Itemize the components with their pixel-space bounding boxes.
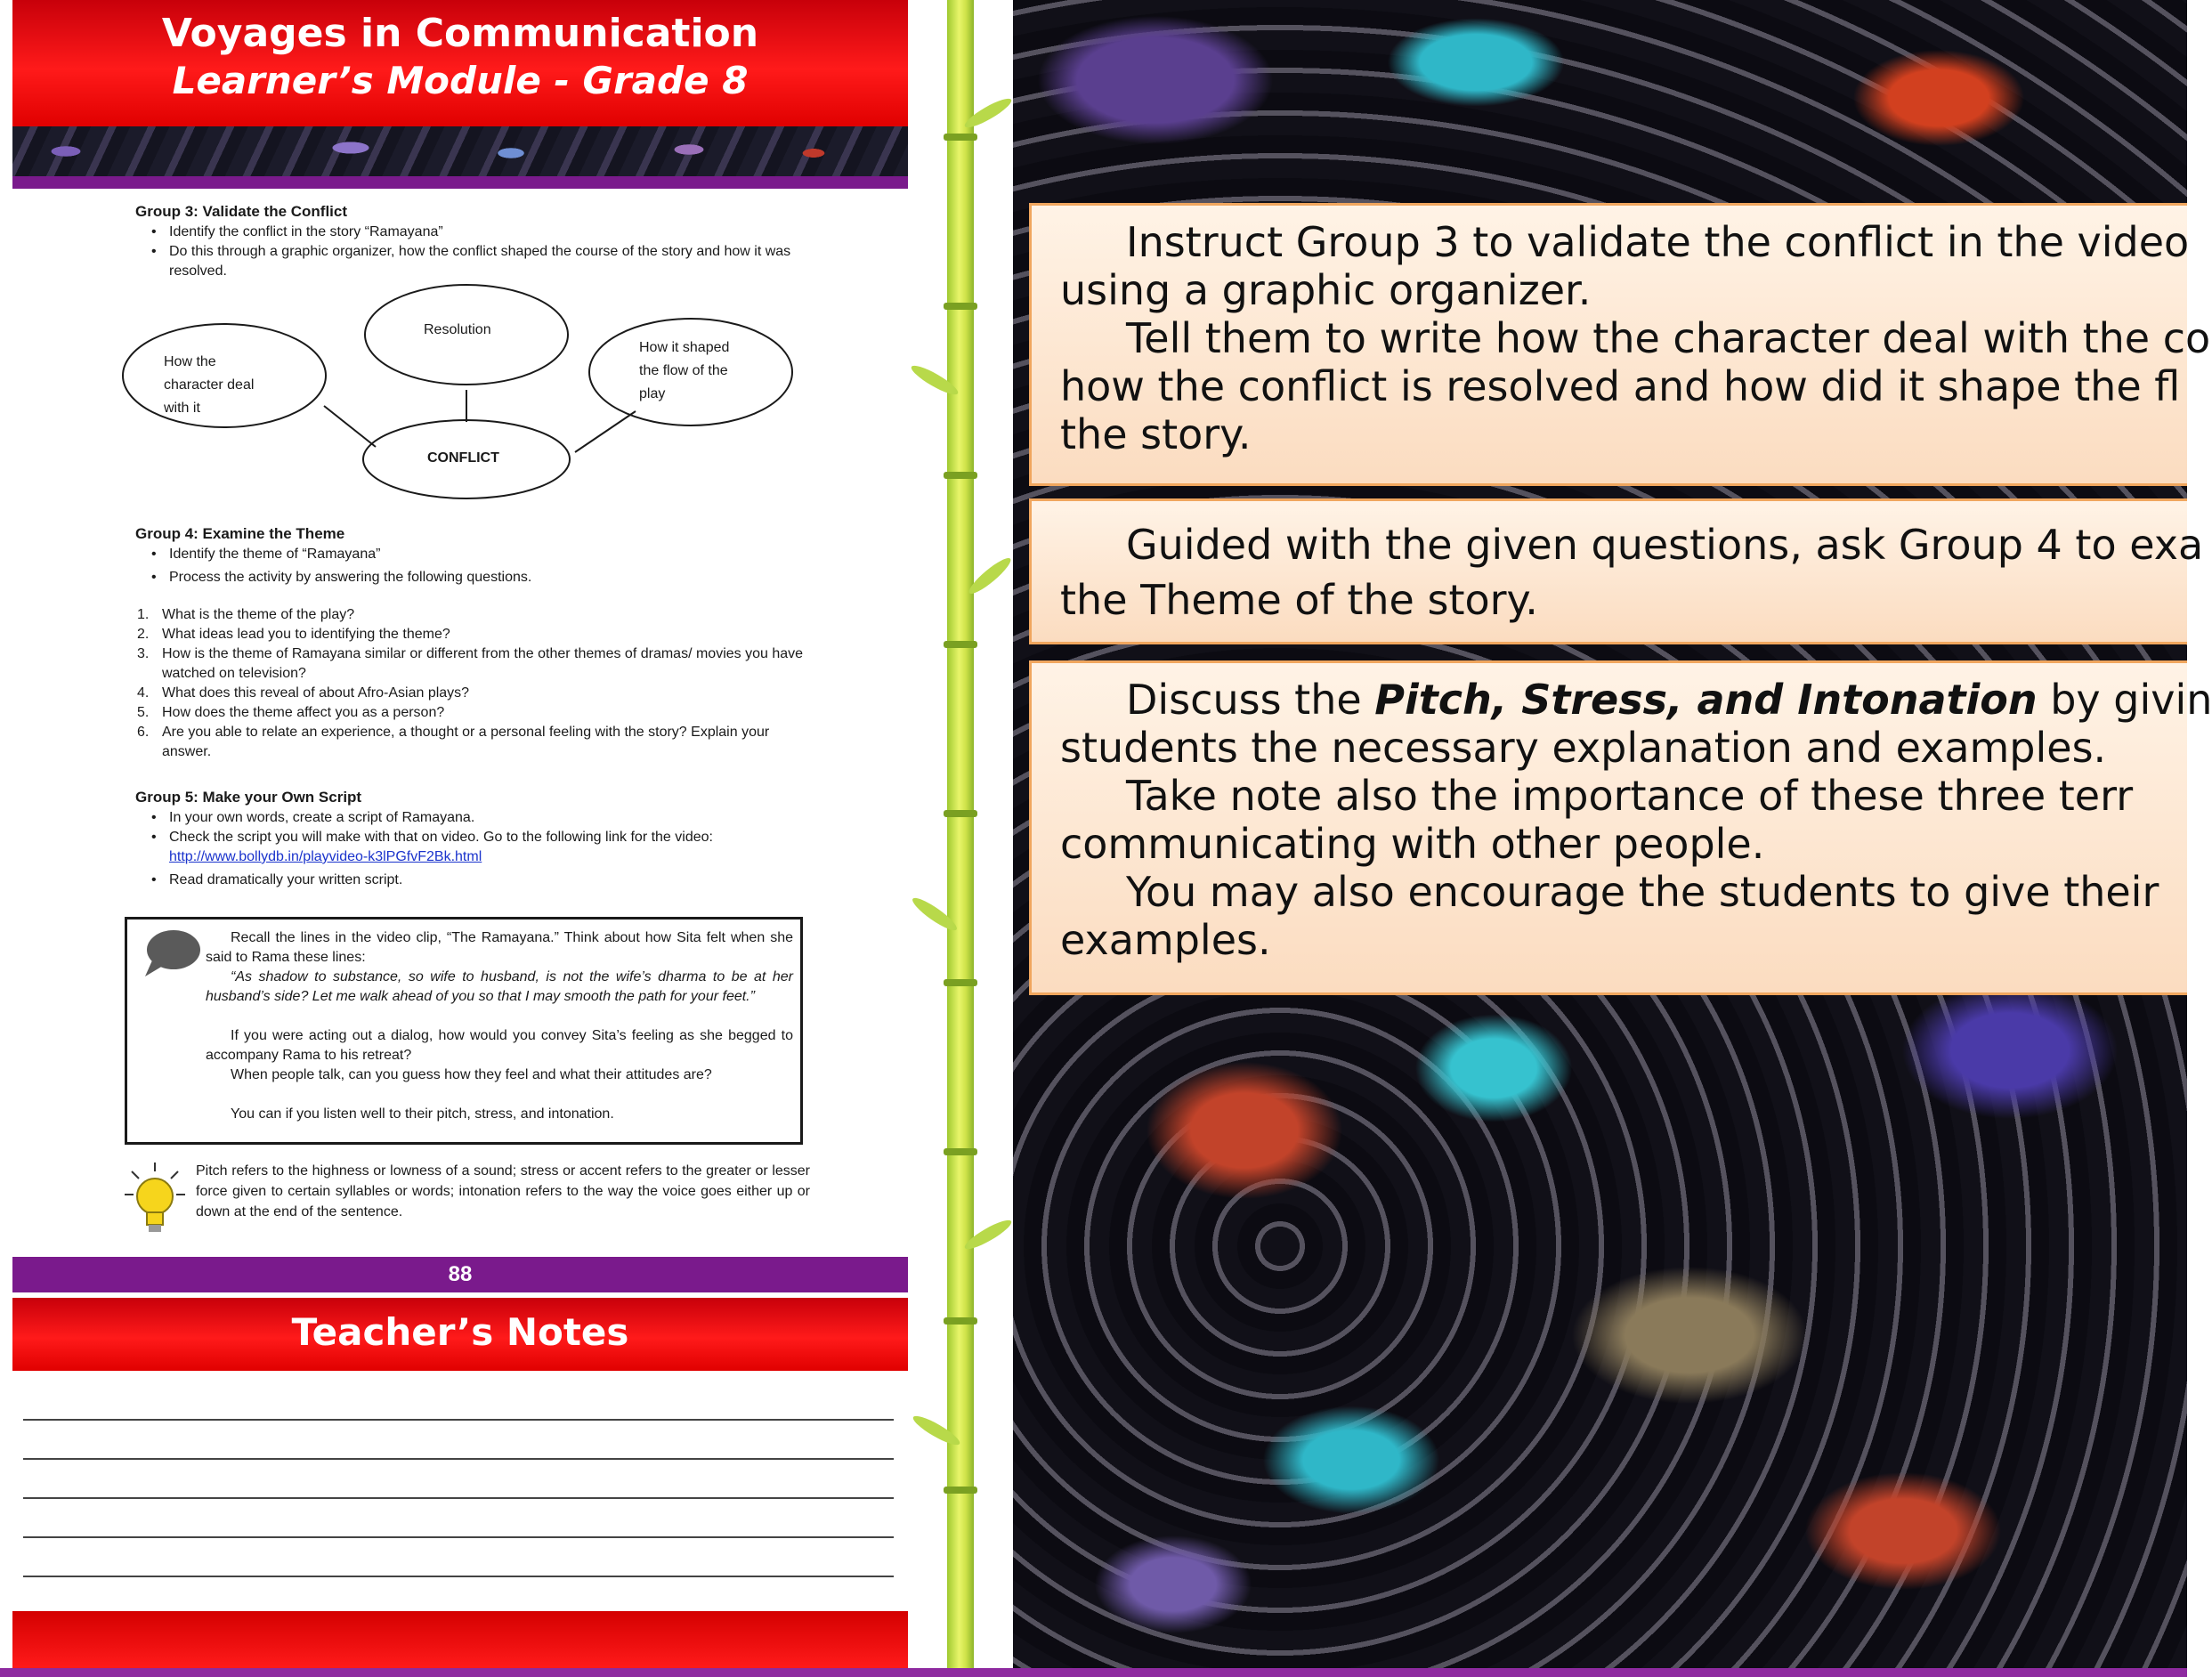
theme-question: 6. Are you able to relate an experience, a thought or a personal feeling with the story? Explain your answer. [137, 725, 770, 759]
notes-line[interactable] [23, 1458, 894, 1460]
batik-decorative-strip [12, 126, 908, 176]
recall-question-2: When people talk, can you guess how they feel and what their attitudes are? [231, 1067, 712, 1082]
theme-question: 4. What does this reveal of about Afro-Asian plays? [137, 685, 470, 701]
learner-module-column [0, 0, 908, 1677]
group3-bullet-2: • Do this through a graphic organizer, how the conflict shaped the course of the story and how it was resolved. [169, 242, 803, 281]
recall-box [125, 917, 803, 1145]
module-header-banner [12, 0, 908, 126]
organizer-label-character-1: How the [164, 354, 216, 369]
footer-red-band [12, 1611, 908, 1668]
speech-bubble-icon [140, 928, 202, 978]
theme-question: 2. What ideas lead you to identifying the theme? [137, 627, 450, 642]
bamboo-node [944, 1487, 977, 1494]
bamboo-node [944, 1148, 977, 1155]
box1-line-2: using a graphic organizer. [1060, 266, 1592, 314]
box1-line-1: Instruct Group 3 to validate the conflict in the video [1126, 218, 2190, 266]
organizer-label-shaped-2: the flow of the [639, 363, 728, 378]
group4-bullet-2: • Process the activity by answering the following questions. [169, 568, 810, 587]
organizer-label-shaped-1: How it shaped [639, 340, 730, 355]
box3-line-1: Discuss the Pitch, Stress, and Intonation by givin [1126, 676, 2212, 724]
box2-line-2: the Theme of the story. [1060, 576, 1538, 624]
recall-answer: You can if you listen well to their pitch, stress, and intonation. [231, 1106, 614, 1122]
box3-line-6: examples. [1060, 916, 1271, 964]
box3-line-5: You may also encourage the students to give their [1126, 868, 2159, 916]
box1-line-4: how the conflict is resolved and how did it shape the fl [1060, 362, 2181, 410]
group4-title: Group 4: Examine the Theme [135, 525, 345, 542]
box1-line-5: the story. [1060, 410, 1252, 458]
bamboo-stalk [947, 0, 974, 1668]
organizer-label-shaped-3: play [639, 386, 666, 401]
bamboo-divider [908, 0, 1013, 1668]
pitch-stress-intonation-note: Pitch refers to the highness or lowness of a sound; stress or accent refers to the greater or lesser force given to certain syllables or words; intonation refers to the way the voice goes either up or down at the end of the sentence. [196, 1163, 810, 1219]
notes-line[interactable] [23, 1536, 894, 1538]
box1-line-3: Tell them to write how the character deal with the co [1126, 314, 2211, 362]
info-box-group4 [1029, 498, 2204, 644]
module-title: Voyages in Communication [161, 11, 759, 56]
notes-line[interactable] [23, 1419, 894, 1421]
recall-question-1: If you were acting out a dialog, how would you convey Sita’s feeling as she begged to accompany Rama to his retreat? [206, 1028, 793, 1063]
group3-title: Group 3: Validate the Conflict [135, 203, 348, 220]
organizer-connector-right [575, 411, 636, 452]
pitch-stress-intonation-emphasis: Pitch, Stress, and Intonation [1374, 676, 2038, 724]
theme-question: 5. How does the theme affect you as a person? [137, 705, 445, 720]
group5-title: Group 5: Make your Own Script [135, 789, 362, 806]
recall-quote: “As shadow to substance, so wife to husband, is not the wife’s dharma to be at her husband’s side? Let me walk ahead of you so that I may smooth the path for your feet.” [206, 969, 793, 1004]
notes-line[interactable] [23, 1497, 894, 1499]
group3-bullet-1: • Identify the conflict in the story “Ramayana” [169, 223, 810, 242]
page-number: 88 [12, 1257, 908, 1292]
organizer-label-character-3: with it [164, 401, 200, 416]
module-subtitle: Learner’s Module - Grade 8 [172, 59, 749, 102]
theme-question: 3. How is the theme of Ramayana similar or different from the other themes of dramas/ movies you have watched on television? [137, 646, 804, 681]
bamboo-node [944, 134, 977, 141]
box3-line-4: communicating with other people. [1060, 820, 1765, 868]
group4-bullet-1: • Identify the theme of “Ramayana” [169, 545, 810, 564]
bamboo-node [944, 1317, 977, 1325]
info-box-group3 [1029, 203, 2211, 486]
box3-line-2: students the necessary explanation and examples. [1060, 724, 2107, 772]
recall-intro: Recall the lines in the video clip, “The Ramayana.” Think about how Sita felt when she said to Rama these lines: [206, 930, 793, 965]
organizer-label-character-2: character deal [164, 377, 255, 393]
info-box-pitch [1029, 660, 2212, 995]
organizer-label-conflict: CONFLICT [427, 450, 499, 466]
bamboo-node [944, 810, 977, 817]
theme-question: 1. What is the theme of the play? [137, 607, 355, 622]
group5-bullet-1: • In your own words, create a script of Ramayana. [169, 808, 810, 828]
module-page-scan [12, 189, 908, 1257]
purple-divider [12, 176, 908, 189]
bottom-purple-bar [0, 1668, 2187, 1677]
lightbulb-icon [123, 1161, 187, 1241]
group5-bullet-3: • Read dramatically your written script. [169, 871, 810, 890]
group5-bullet-2: • Check the script you will make with that on video. Go to the following link for the video: http://www.bollydb.in/playvideo-k3lPGfvF2Bk.html [169, 828, 810, 867]
box2-line-1: Guided with the given questions, ask Group 4 to exa [1126, 521, 2204, 569]
notes-line[interactable] [23, 1576, 894, 1577]
organizer-label-resolution: Resolution [424, 322, 491, 337]
video-link[interactable]: http://www.bollydb.in/playvideo-k3lPGfvF2Bk.html [169, 849, 482, 864]
organizer-connector-left [324, 406, 376, 447]
bamboo-node [944, 303, 977, 310]
bamboo-node [944, 979, 977, 986]
box3-line-3: Take note also the importance of these three terr [1126, 772, 2134, 820]
teachers-notes-banner: Teacher’s Notes [12, 1298, 908, 1371]
bamboo-node [944, 641, 977, 648]
bamboo-node [944, 472, 977, 479]
